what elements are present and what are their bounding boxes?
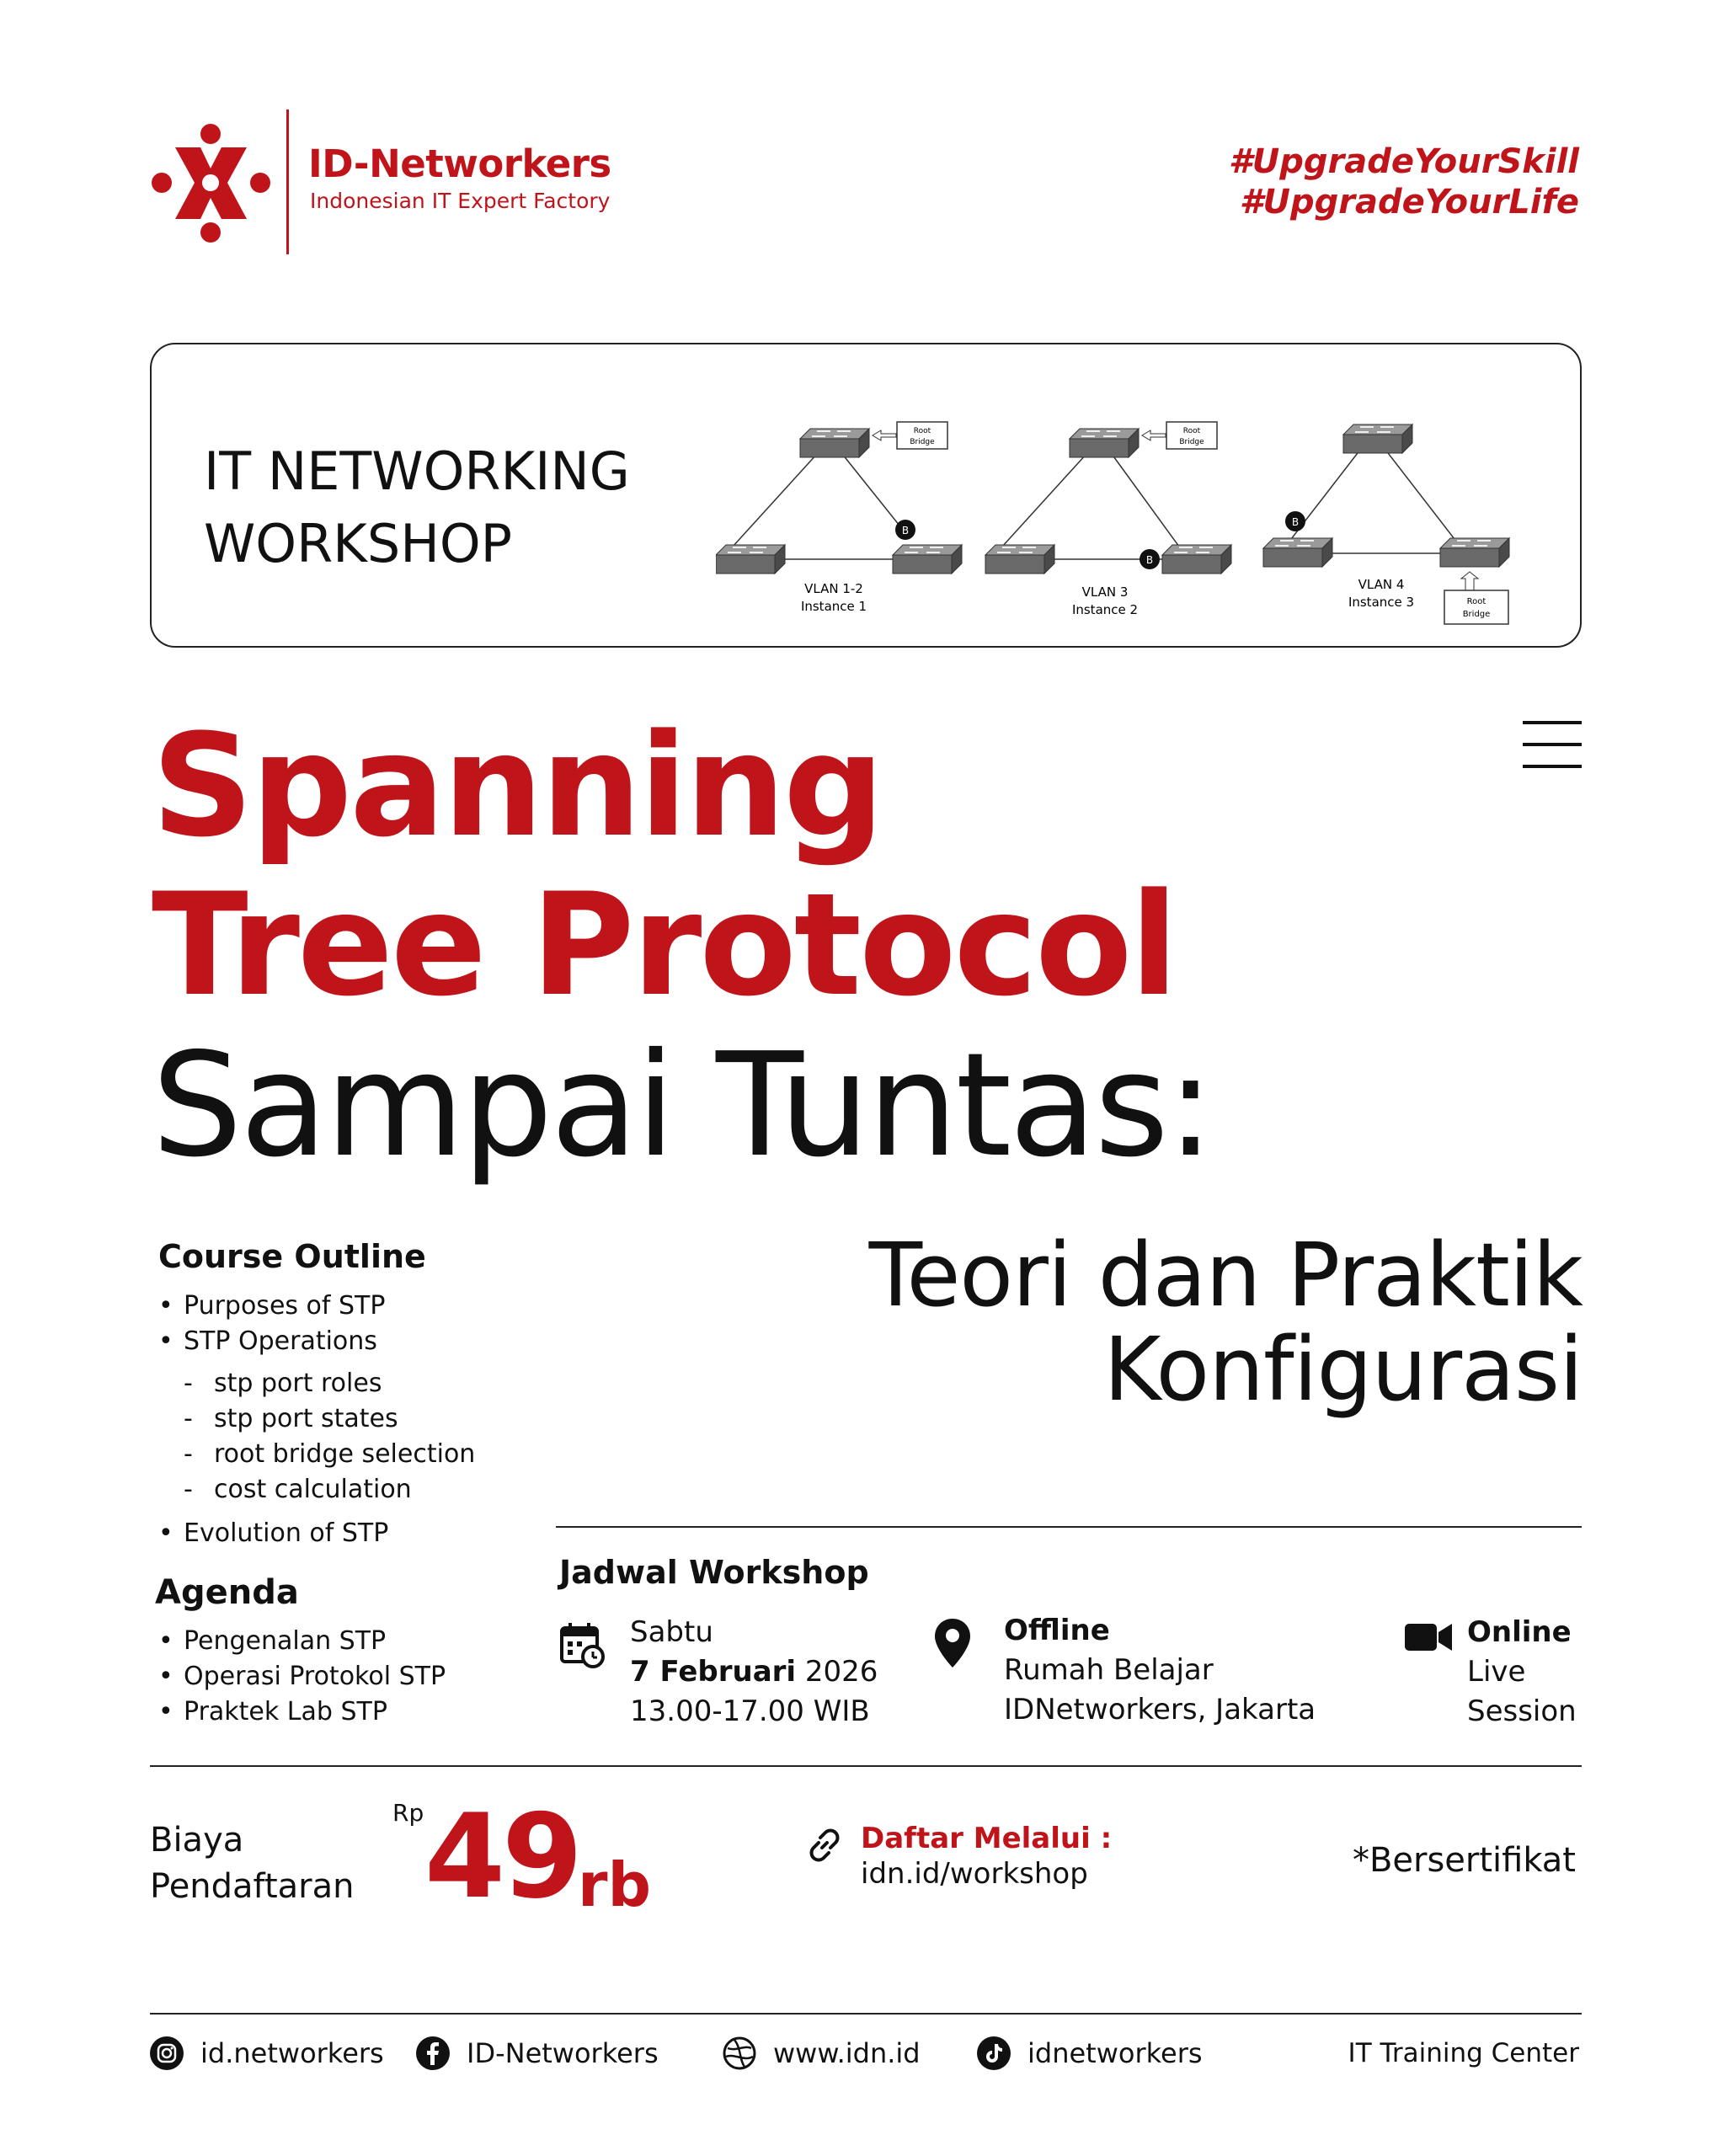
website-url: www.idn.id <box>773 2037 921 2069</box>
svg-text:Root: Root <box>1466 597 1486 606</box>
hashtags <box>1229 141 1579 222</box>
footer-instagram[interactable] <box>150 2036 384 2070</box>
list-item: • Pengenalan STP <box>158 1624 446 1659</box>
sub-list-item: - stp port states <box>158 1401 475 1437</box>
course-outline-list <box>158 1289 475 1551</box>
subtitle-line-2: Konfigurasi <box>1103 1318 1583 1421</box>
tiktok-handle: idnetworkers <box>1027 2037 1203 2069</box>
facebook-icon <box>416 2036 450 2070</box>
svg-text:VLAN 3: VLAN 3 <box>1081 584 1129 600</box>
day: Sabtu <box>630 1615 713 1649</box>
banner-title <box>204 435 630 580</box>
fee-label-line2: Pendaftaran <box>150 1867 355 1906</box>
location-pin-icon <box>933 1617 972 1669</box>
date-block <box>630 1613 878 1732</box>
currency-label: Rp <box>392 1799 424 1827</box>
footer-note: IT Training Center <box>1348 2038 1579 2068</box>
menu-icon[interactable] <box>1523 721 1582 768</box>
logo-divider <box>286 109 289 254</box>
price-amount: 49 <box>424 1789 580 1924</box>
globe-icon <box>723 2036 756 2070</box>
agenda-list <box>158 1624 446 1730</box>
online-session-label: Session <box>1467 1694 1577 1728</box>
stp-instance-1-topology <box>716 422 962 614</box>
brand-name: ID-Networkers <box>308 141 611 186</box>
list-item: • Operasi Protokol STP <box>158 1659 446 1694</box>
divider <box>150 1765 1582 1767</box>
course-outline-heading: Course Outline <box>158 1238 426 1275</box>
offline-city: IDNetworkers, Jakarta <box>1004 1693 1316 1726</box>
video-camera-icon <box>1405 1622 1452 1652</box>
register-block <box>861 1821 1112 1892</box>
title-line-1: Spanning <box>152 703 883 868</box>
title-line-3: Sampai Tuntas: <box>152 1022 1213 1189</box>
subtitle <box>868 1224 1583 1421</box>
footer-tiktok[interactable] <box>977 2036 1203 2070</box>
hashtag-life: #UpgradeYourLife <box>1239 183 1579 221</box>
svg-text:Bridge: Bridge <box>1462 610 1491 619</box>
fee-label <box>150 1817 354 1910</box>
svg-text:B: B <box>1145 554 1154 566</box>
divider <box>556 1526 1582 1528</box>
svg-text:Instance 2: Instance 2 <box>1071 602 1139 617</box>
offline-location <box>1004 1611 1316 1730</box>
svg-text:Root: Root <box>913 427 931 435</box>
schedule-heading: Jadwal Workshop <box>559 1554 869 1591</box>
date: 7 Februari 2026 <box>630 1655 878 1689</box>
subtitle-line-1: Teori dan Praktik <box>868 1224 1583 1326</box>
svg-text:VLAN 4: VLAN 4 <box>1358 577 1405 592</box>
price-unit: rb <box>578 1849 652 1920</box>
tiktok-icon <box>977 2036 1011 2070</box>
banner-title-line1: IT NETWORKING <box>204 440 630 502</box>
sub-list-item: - root bridge selection <box>158 1437 475 1472</box>
svg-text:Root: Root <box>1182 427 1201 435</box>
svg-text:Instance 1: Instance 1 <box>800 599 867 614</box>
sub-list-item: - stp port roles <box>158 1366 475 1401</box>
calendar-icon <box>559 1621 606 1668</box>
list-item: • Purposes of STP <box>158 1289 475 1324</box>
hashtag-skill: #UpgradeYourSkill <box>1228 142 1579 181</box>
instagram-icon <box>150 2036 184 2070</box>
stp-instance-2-topology <box>985 422 1231 617</box>
certified-note: *Bersertifikat <box>1352 1841 1576 1880</box>
title-line-2: Tree Protocol <box>152 862 1177 1027</box>
brand-tagline: Indonesian IT Expert Factory <box>310 189 611 213</box>
register-label: Daftar Melalui : <box>861 1822 1113 1855</box>
online-label: Online <box>1467 1615 1572 1649</box>
stp-topology-diagram <box>716 403 1541 631</box>
list-item: • STP Operations <box>158 1324 475 1359</box>
svg-text:VLAN 1-2: VLAN 1-2 <box>804 581 863 596</box>
link-icon <box>805 1826 844 1865</box>
svg-text:Bridge: Bridge <box>910 438 935 446</box>
agenda-heading: Agenda <box>155 1573 299 1612</box>
footer-facebook[interactable] <box>416 2036 659 2070</box>
divider <box>150 2013 1582 2015</box>
brand-logo-icon <box>150 122 272 244</box>
time: 13.00-17.00 WIB <box>630 1694 870 1728</box>
list-item: • Praktek Lab STP <box>158 1694 446 1730</box>
fee-label-line1: Biaya <box>150 1821 244 1860</box>
svg-text:B: B <box>1291 516 1300 528</box>
offline-venue: Rumah Belajar <box>1004 1653 1214 1687</box>
online-live: Live <box>1467 1655 1526 1689</box>
footer-website[interactable] <box>723 2036 921 2070</box>
list-item: • Evolution of STP <box>158 1516 475 1551</box>
svg-text:B: B <box>901 525 910 536</box>
stp-instance-3-topology <box>1263 424 1509 624</box>
facebook-handle: ID-Networkers <box>467 2037 659 2069</box>
offline-label: Offline <box>1004 1614 1110 1647</box>
instagram-handle: id.networkers <box>200 2037 384 2069</box>
register-link[interactable]: idn.id/workshop <box>861 1857 1088 1891</box>
banner-title-line2: WORKSHOP <box>204 513 513 574</box>
online-session <box>1467 1613 1577 1732</box>
svg-text:Bridge: Bridge <box>1179 438 1204 446</box>
workshop-banner <box>150 343 1582 648</box>
sub-list-item: - cost calculation <box>158 1472 475 1508</box>
svg-text:Instance 3: Instance 3 <box>1348 595 1415 610</box>
